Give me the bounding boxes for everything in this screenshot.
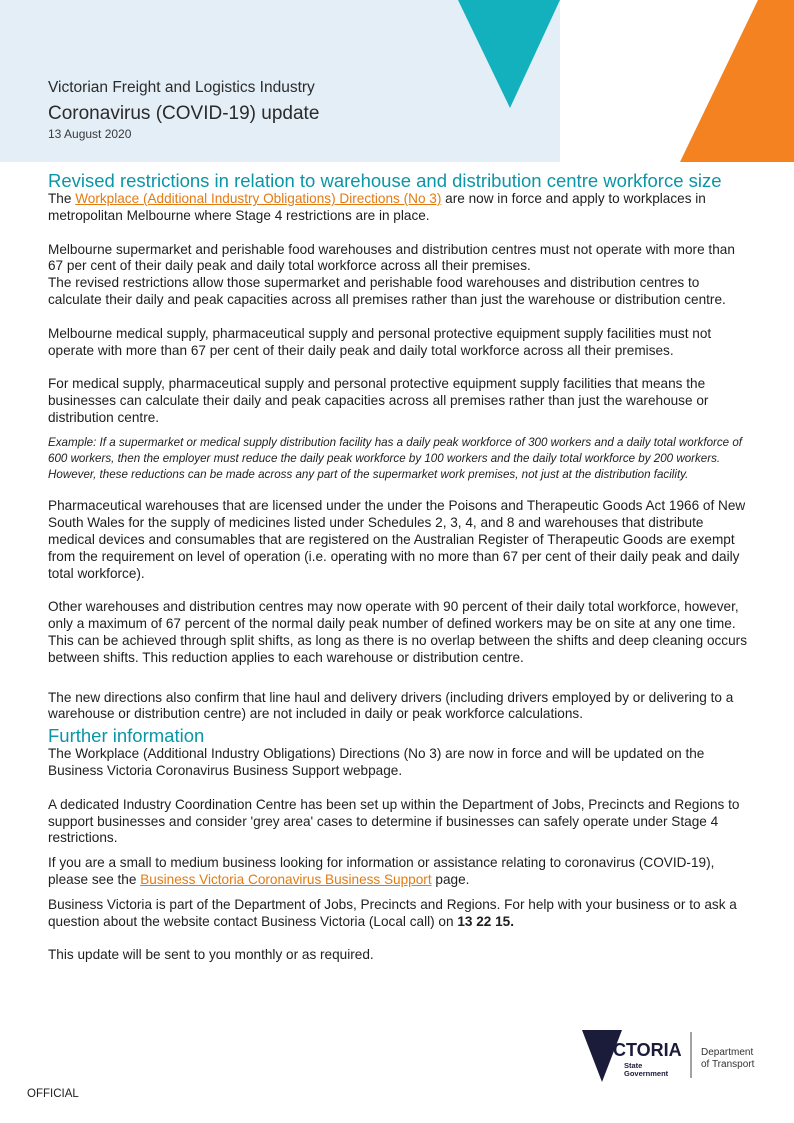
business-support-link[interactable]: Business Victoria Coronavirus Business Support: [140, 872, 432, 888]
phone-number: 13 22 15.: [457, 913, 515, 929]
classification-label: OFFICIAL: [27, 1088, 79, 1100]
section-heading-further-info: Further information: [48, 725, 205, 747]
paragraph-example: Example: If a supermarket or medical supply distribution facility has a daily peak workforce of 300 workers and a daily total workforce of 600 workers, then the employer must reduce the daily peak workforce by 100 workers and the daily total workforce by 200 workers. However, these reductions can be made across any part of the supermarket work premises, not just at the distribution facility.: [48, 435, 743, 481]
section-heading-restrictions: Revised restrictions in relation to warehouse and distribution centre workforce size: [48, 170, 722, 191]
directions-link[interactable]: Workplace (Additional Industry Obligations) Directions (No 3): [75, 191, 442, 206]
paragraph-medical-calc: For medical supply, pharmaceutical supply and personal protective equipment supply facilities that means the businesses can calculate their daily and peak capacities across all premises rather than just the warehouse or distribution centre.: [48, 376, 709, 425]
paragraph-further-1: The Workplace (Additional Industry Obligations) Directions (No 3) are now in force and will be updated on the Business Victoria Coronavirus Business Support webpage.: [48, 746, 705, 779]
paragraph-further-4: [48, 897, 748, 931]
logo-word: VICTORIA: [596, 1040, 682, 1060]
paragraph-drivers: The new directions also confirm that line haul and delivery drivers (including drivers employed by or delivering to a warehouse or distribution centre) are not included in daily or peak workforce calculations.: [48, 689, 734, 722]
paragraph-further-5: This update will be sent to you monthly or as required.: [48, 947, 374, 963]
teal-triangle: [458, 0, 560, 108]
footer-logo: [580, 1026, 770, 1086]
document-kicker: Victorian Freight and Logistics Industry: [48, 79, 315, 96]
text-span: are now in force and apply to workplaces in metropolitan Melbourne where Stage 4 restrictions are in place.: [48, 191, 706, 223]
text-span: The: [48, 191, 76, 206]
paragraph-other-warehouses: Other warehouses and distribution centres may now operate with 90 percent of their daily total workforce, however, only a maximum of 67 percent of the normal daily peak number of defined workers may be on site at any one time. This can be achieved through split shifts, as long as there is no overlap between the shifts and deep cleaning occurs between shifts. This reduction applies to each warehouse or distribution centre.: [48, 599, 747, 665]
paragraph-medical-supply: Melbourne medical supply, pharmaceutical supply and personal protective equipment supply facilities must not operate with more than 67 per cent of their daily peak and daily total workforce across all their premises.: [48, 325, 712, 358]
paragraph-further-3: [48, 855, 748, 889]
paragraph-pharmaceutical: Pharmaceutical warehouses that are licensed under the under the Poisons and Therapeutic Goods Act 1966 of New South Wales for the supply of medicines listed under Schedules 2, 3, 4, and 8 and warehouses that distribute medical devices and consumables that are registered on the Australian Register of Therapeutic Goods are exempt from the requirement on level of operation (i.e. operating with no more than 67 per cent of their daily peak and daily total workforce).: [48, 498, 746, 581]
document-title: Coronavirus (COVID-19) update: [48, 103, 320, 124]
document-body: [48, 170, 748, 964]
paragraph-supermarket-revised: The revised restrictions allow those supermarket and perishable food warehouses and distribution centres to calculate their daily and peak capacities across all premises rather than just the warehouse or distribution centre.: [48, 275, 726, 307]
logo-sub-state: State: [624, 1061, 643, 1070]
paragraph-supermarket: Melbourne supermarket and perishable food warehouses and distribution centres must not operate with more than 67 per cent of their daily peak and daily total workforce across all their premises.: [48, 241, 735, 274]
dept-line-1: Department: [701, 1047, 754, 1058]
document-date: 13 August 2020: [48, 127, 132, 141]
text-span: If you are a small to medium business looking for information or assistance relating to coronavirus (COVID-19), please see the: [48, 855, 715, 888]
text-span: page.: [431, 872, 470, 888]
text-span: Business Victoria is part of the Department of Jobs, Precincts and Regions. For help with your business or to ask a question about the website contact Business Victoria (Local call) on: [48, 896, 737, 929]
paragraph-further-2: A dedicated Industry Coordination Centre has been set up within the Department of Jobs, Precincts and Regions to support businesses and consider 'grey area' cases to determine if businesses can safely operate under Stage 4 restrictions.: [48, 796, 740, 846]
paragraph-intro: [48, 191, 748, 225]
logo-sub-government: Government: [624, 1069, 669, 1078]
victoria-government-logo: [580, 1026, 770, 1086]
dept-line-2: of Transport: [701, 1059, 755, 1070]
